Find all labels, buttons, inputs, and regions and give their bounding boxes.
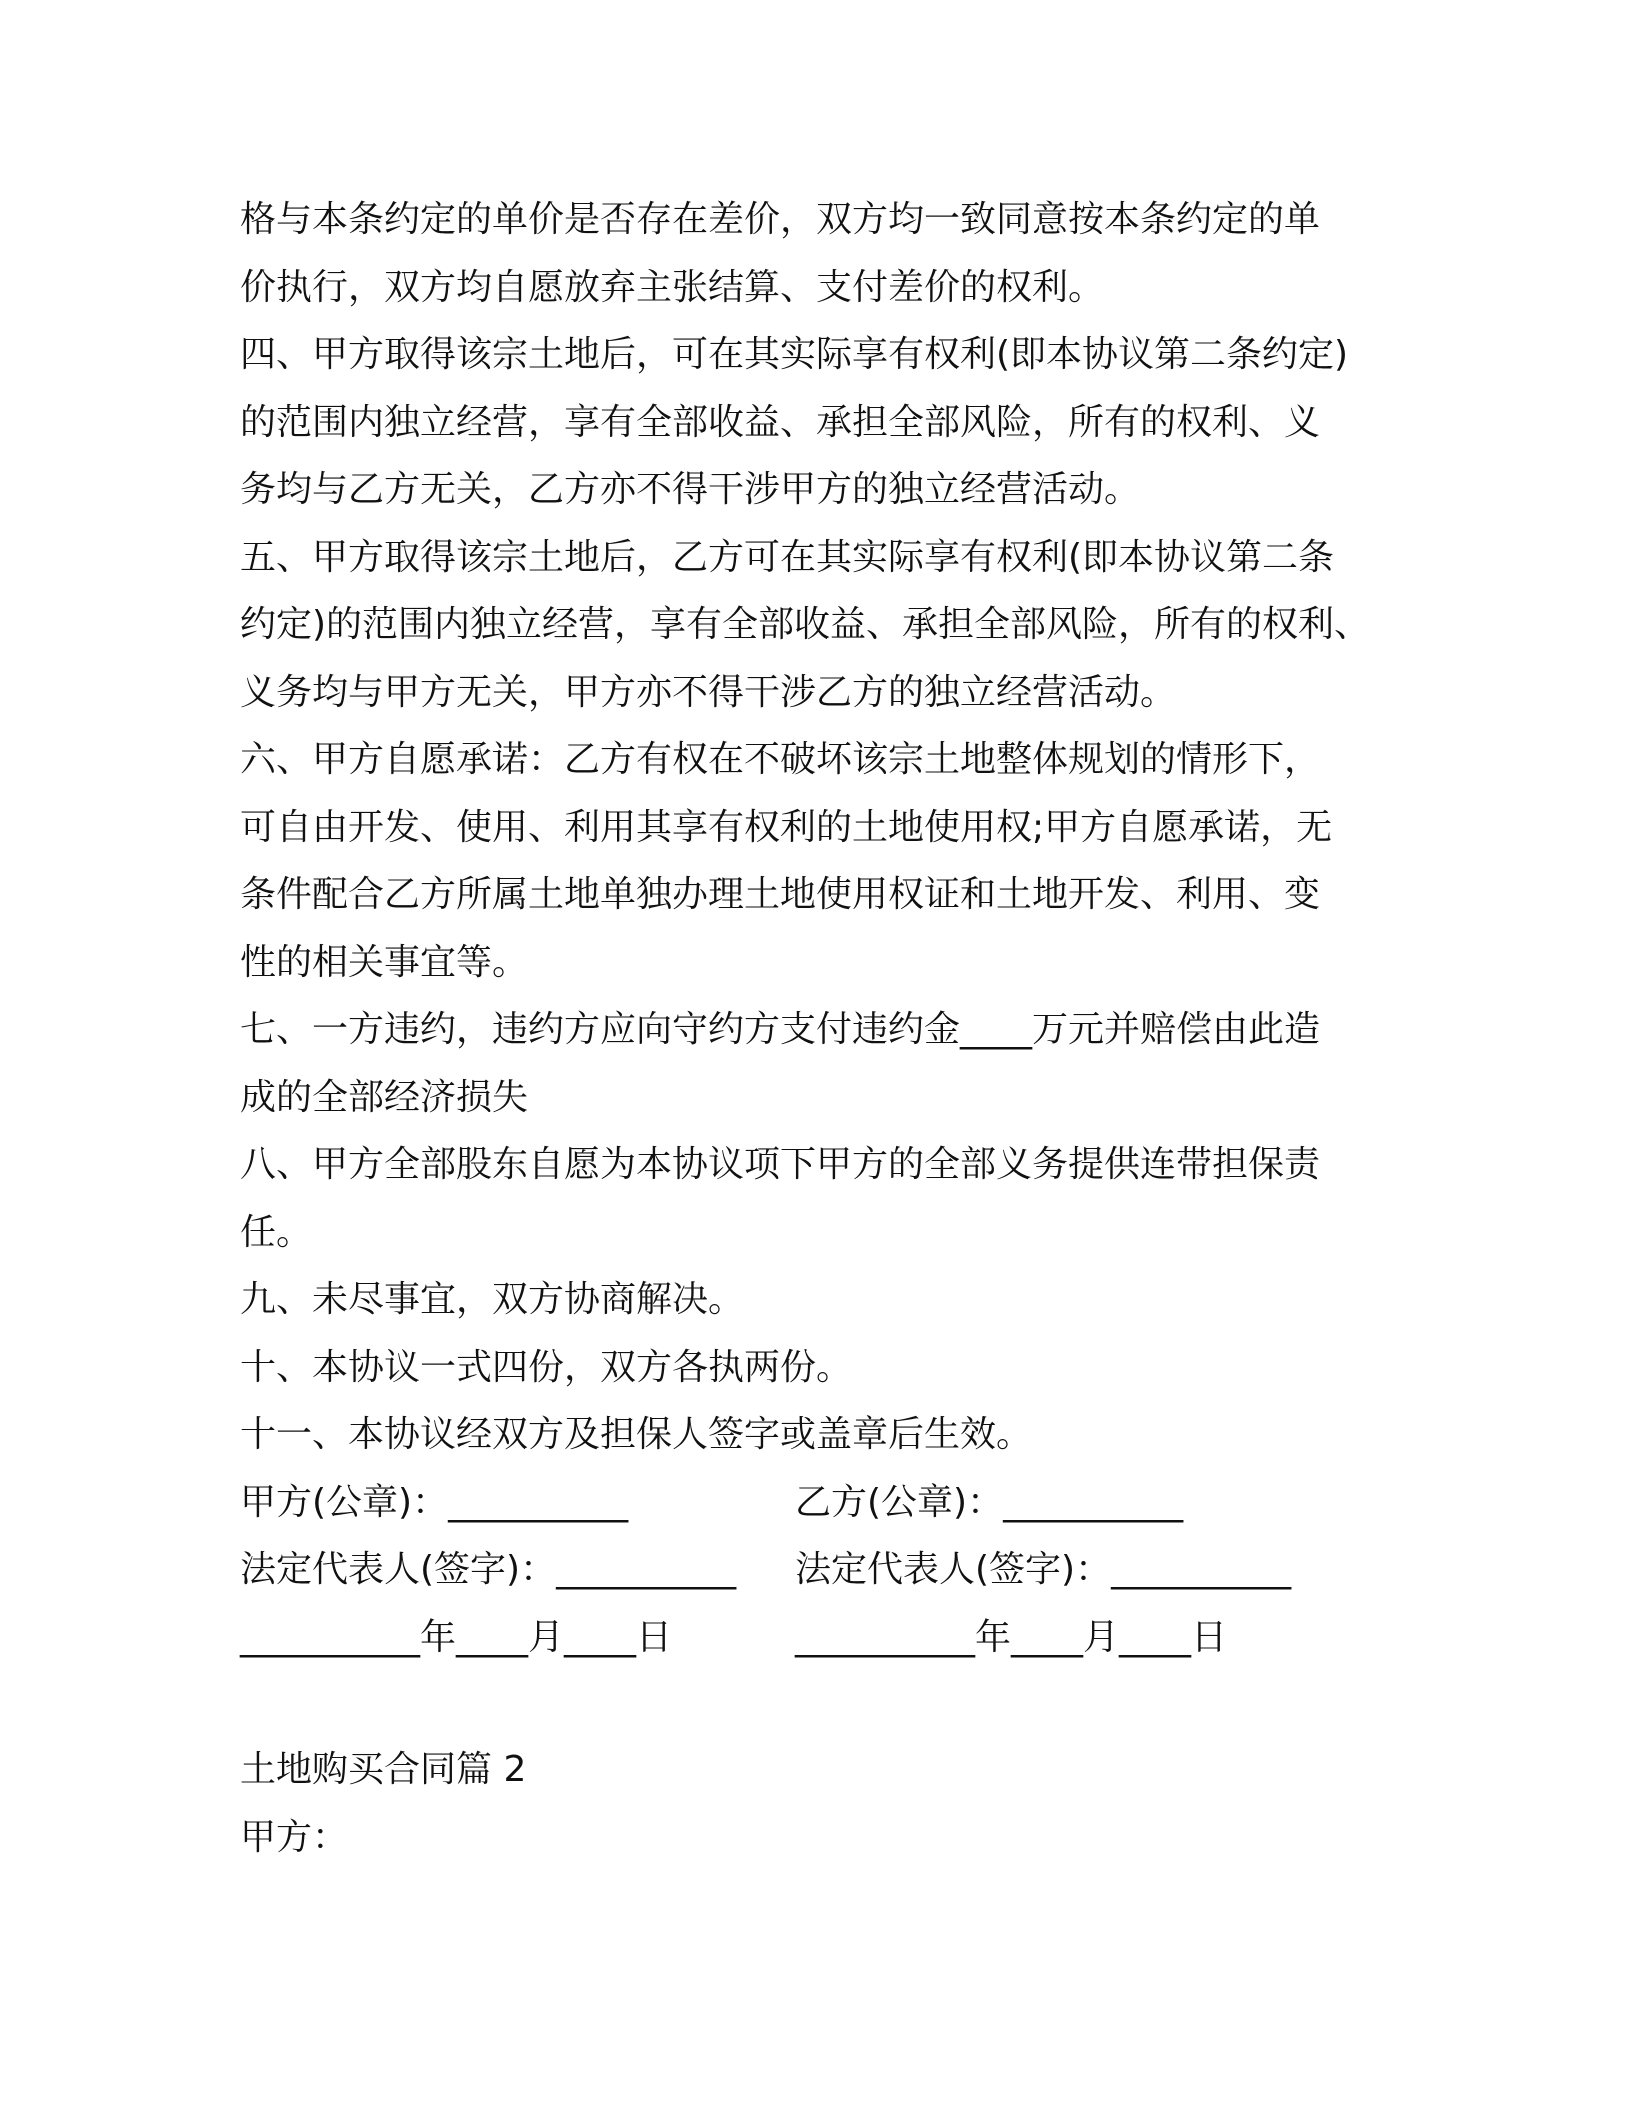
text-line: 务均与乙方无关，乙方亦不得干涉甲方的独立经营活动。 [240,469,1141,510]
text-line: 四、甲方取得该宗土地后，可在其实际享有权利(即本协议第二条约定) [240,334,1349,375]
text-line: 六、甲方自愿承诺：乙方有权在不破坏该宗土地整体规划的情形下， [240,739,1321,780]
text-line: 九、未尽事宜，双方协商解决。 [240,1279,745,1320]
party-a-seal: 甲方(公章)：__________ [240,1481,629,1523]
text-line: 可自由开发、使用、利用其享有权利的土地使用权;甲方自愿承诺，无 [240,806,1333,848]
clause-9 [240,1266,1400,1334]
text-line: 格与本条约定的单价是否存在差价，双方均一致同意按本条约定的单 [240,199,1321,240]
section-title: 土地购买合同篇 2 [240,1749,527,1790]
clause-11 [240,1401,1400,1469]
clause-10 [240,1334,1400,1402]
party-b-date: __________年____月____日 [795,1616,1227,1658]
party-a-label: 甲方： [240,1816,349,1858]
signature-date-row [240,1604,1400,1672]
signature-representative-row [240,1536,1400,1604]
text-line: 五、甲方取得该宗土地后，乙方可在其实际享有权利(即本协议第二条 [240,536,1335,578]
text-line: 成的全部经济损失 [240,1076,529,1118]
text-line: 价执行，双方均自愿放弃主张结算、支付差价的权利。 [240,266,1105,308]
party-b-seal: 乙方(公章)：__________ [795,1481,1184,1523]
party-b-representative: 法定代表人(签字)：__________ [795,1549,1292,1590]
clause-5 [240,524,1400,727]
party-a-representative: 法定代表人(签字)：__________ [240,1549,737,1590]
clause-6 [240,726,1400,996]
text-line: 十、本协议一式四份，双方各执两份。 [240,1346,853,1388]
text-line: 任。 [240,1211,313,1253]
signature-seal-row [240,1469,1400,1537]
text-line: 性的相关事宜等。 [240,941,529,983]
paragraph-3-continuation [240,186,1400,321]
clause-7 [240,996,1400,1131]
clause-4 [240,321,1400,524]
section-spacer [240,1671,1400,1736]
text-line: 约定)的范围内独立经营，享有全部收益、承担全部风险，所有的权利、 [240,604,1371,645]
party-a-date: __________年____月____日 [240,1616,672,1658]
text-line: 的范围内独立经营，享有全部收益、承担全部风险，所有的权利、义 [240,401,1321,443]
signature-block [240,1469,1400,1672]
text-line: 条件配合乙方所属土地单独办理土地使用权证和土地开发、利用、变 [240,874,1321,915]
text-line: 七、一方违约，违约方应向守约方支付违约金____万元并赔偿由此造 [240,1009,1321,1050]
text-line: 八、甲方全部股东自愿为本协议项下甲方的全部义务提供连带担保责 [240,1144,1321,1185]
text-line: 十一、本协议经双方及担保人签字或盖章后生效。 [240,1414,1033,1455]
clause-8 [240,1131,1400,1266]
document-body [240,186,1400,1871]
text-line: 义务均与甲方无关，甲方亦不得干涉乙方的独立经营活动。 [240,671,1177,713]
